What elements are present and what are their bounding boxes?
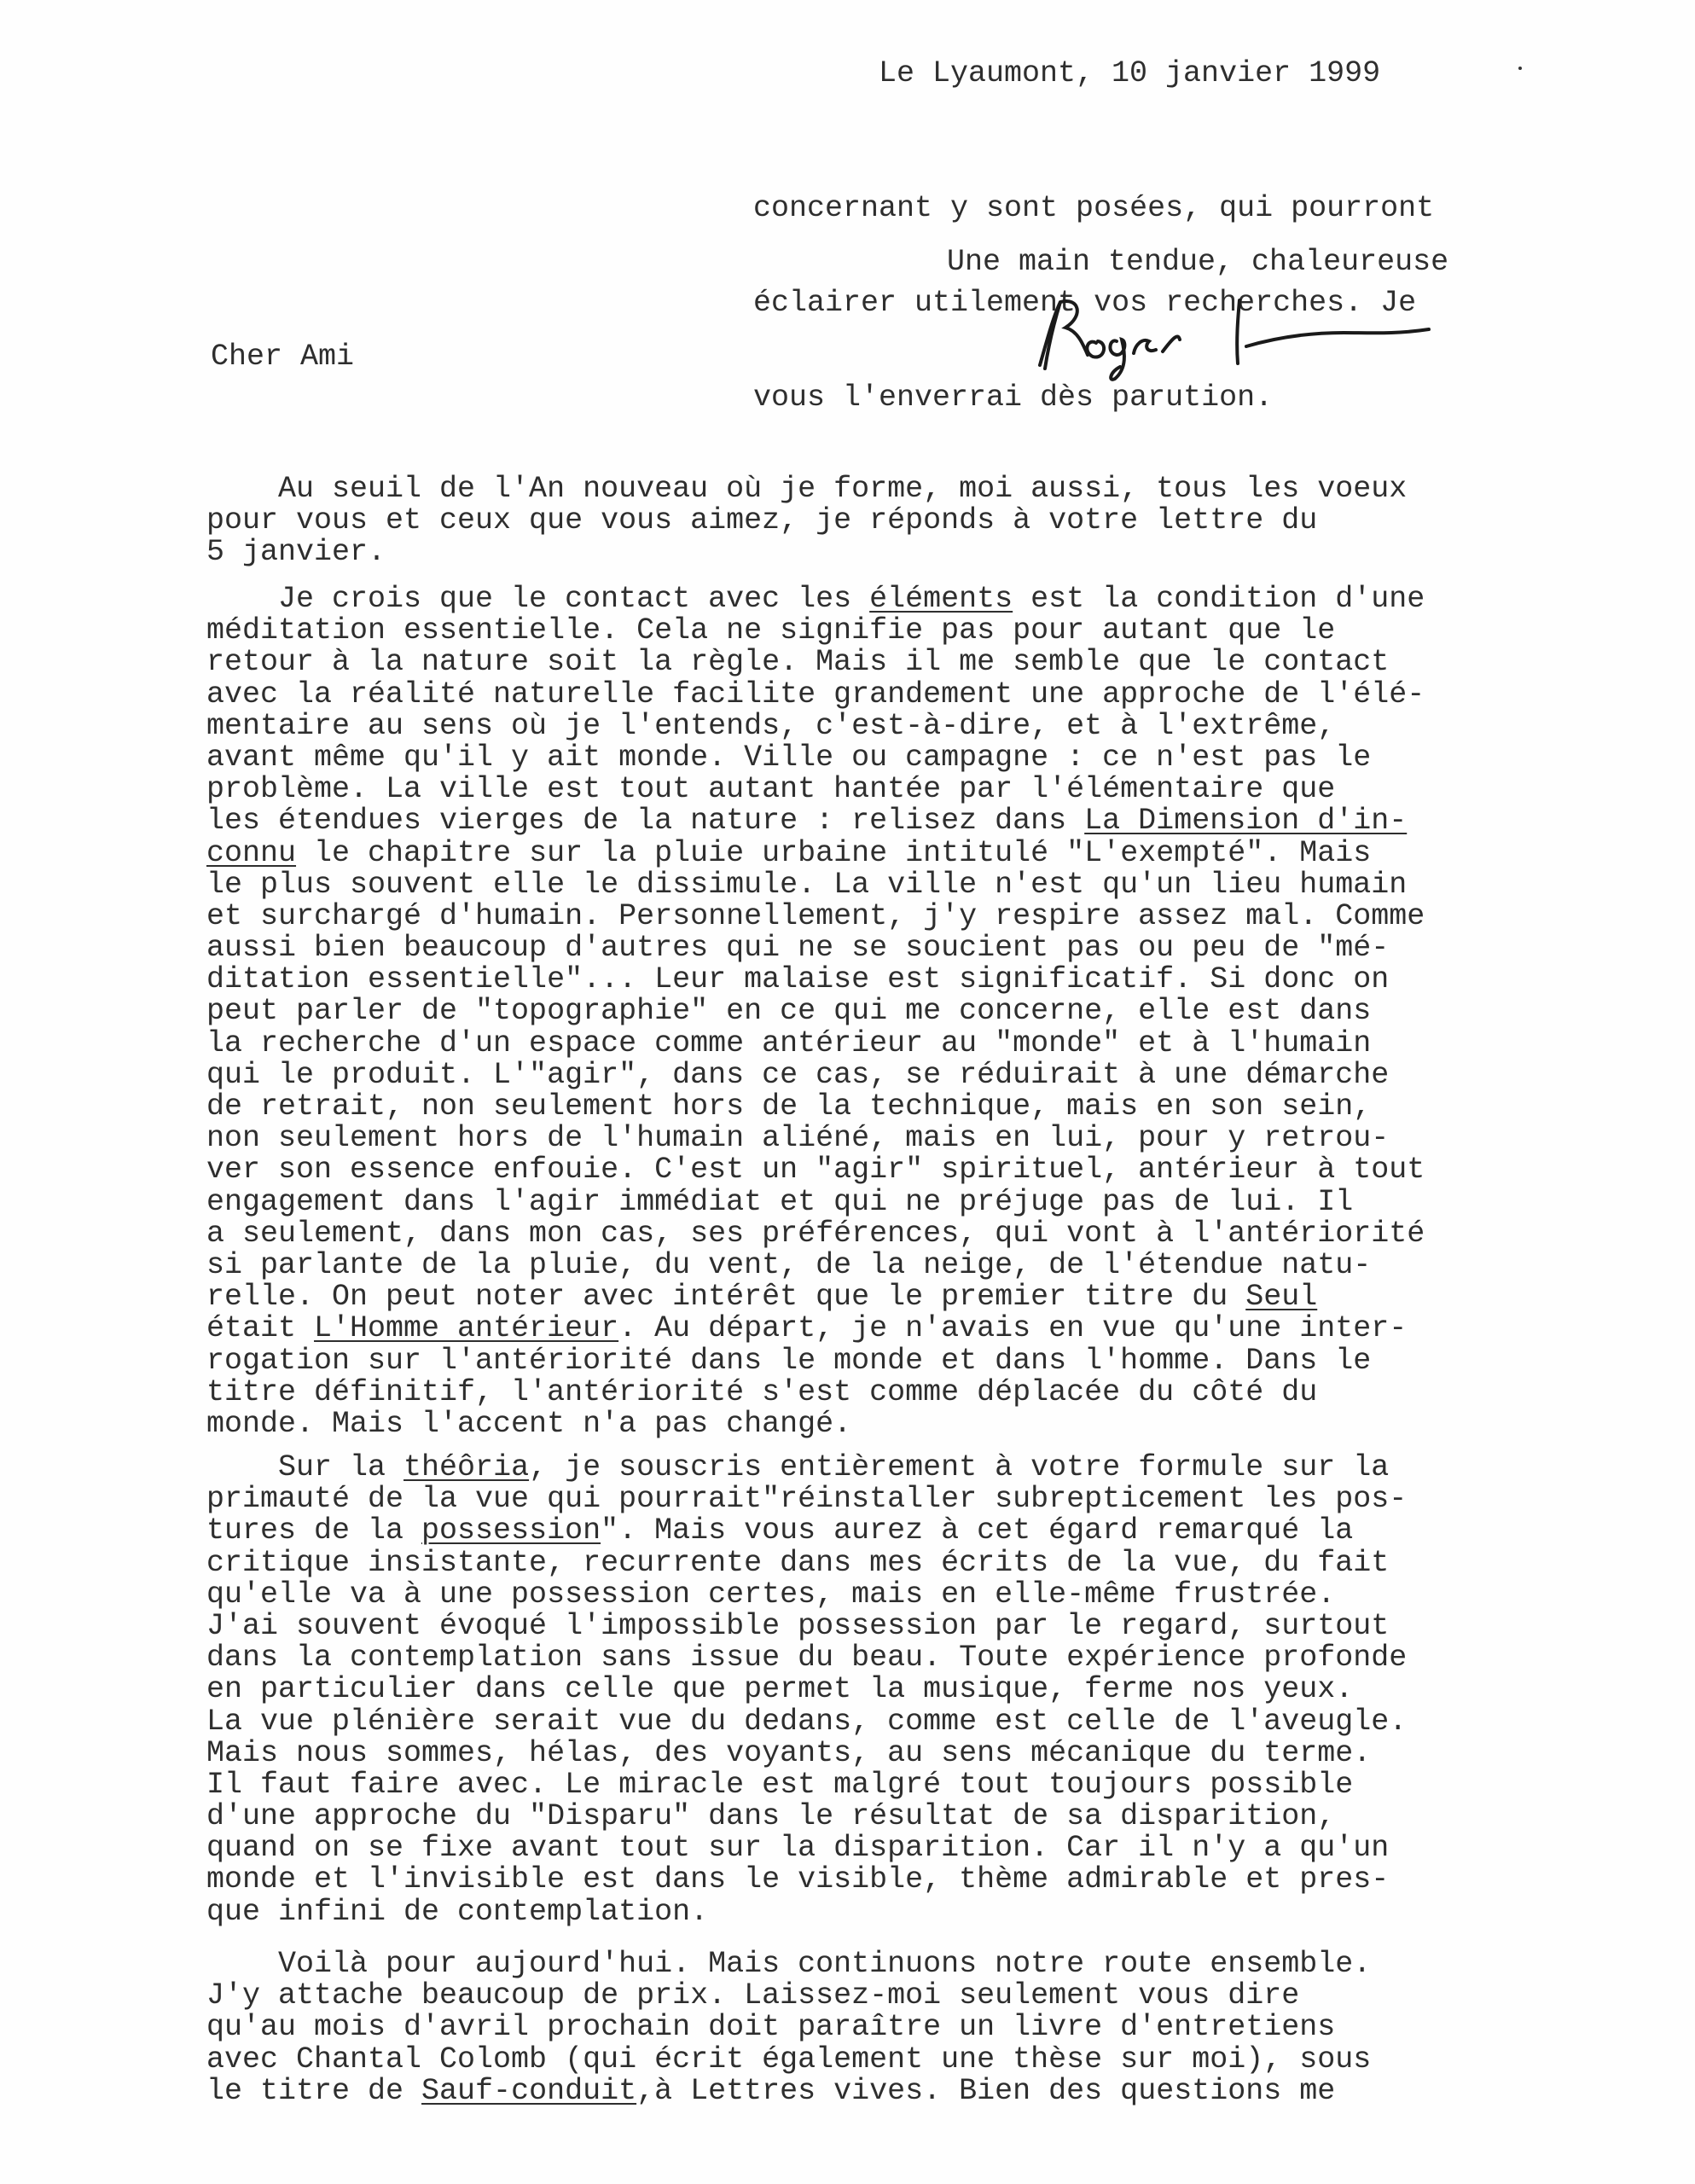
underlined-text: Seul xyxy=(1245,1280,1318,1315)
text-segment: aussi bien beaucoup d'autres qui ne se soucient pas ou peu de "mé- xyxy=(206,931,1390,966)
text-segment: La vue plénière serait vue du dedans, comme est celle de l'aveugle. xyxy=(206,1704,1408,1739)
text-segment: rogation sur l'antériorité dans le monde et dans l'homme. Dans le xyxy=(206,1343,1372,1378)
text-segment: , je souscris entièrement à votre formule sur la xyxy=(529,1450,1390,1484)
text-line xyxy=(206,1091,1425,1123)
text-segment: Voilà pour aujourd'hui. Mais continuons notre route ensemble. xyxy=(206,1947,1372,1981)
text-segment: était xyxy=(206,1311,315,1346)
text-segment: d'une approche du "Disparu" dans le résultat de sa disparition, xyxy=(206,1799,1336,1834)
text-line xyxy=(206,647,1425,678)
text-line xyxy=(206,742,1425,774)
text-segment: qu'au mois d'avril prochain doit paraître un livre d'entretiens xyxy=(206,2010,1336,2045)
text-segment: 5 janvier. xyxy=(206,535,386,570)
text-line xyxy=(206,1579,1407,1611)
text-line xyxy=(206,1706,1407,1738)
text-line xyxy=(206,1218,1425,1250)
text-segment: pour vous et ceux que vous aimez, je réponds à votre lettre du xyxy=(206,503,1318,538)
postscript-line: vous l'enverrai dès parution. xyxy=(753,380,1274,415)
text-segment: dans la contemplation sans issue du beau. Toute expérience profonde xyxy=(206,1641,1408,1676)
text-line xyxy=(206,1833,1407,1864)
text-segment: en particulier dans celle que permet la musique, ferme nos yeux. xyxy=(206,1672,1354,1707)
text-segment: Je crois que le contact avec les xyxy=(206,582,870,616)
text-line xyxy=(206,1642,1407,1674)
letter-closing: Une main tendue, chaleureuse xyxy=(947,245,1449,279)
text-segment: J'y attache beaucoup de prix. Laissez-moi seulement vous dire xyxy=(206,1978,1300,2013)
text-segment: avec la réalité naturelle facilite grandement une approche de l'élé- xyxy=(206,677,1425,712)
text-segment: problème. La ville est tout autant hantée par l'élémentaire que xyxy=(206,772,1336,807)
letter-paragraph-3 xyxy=(206,1452,1407,1928)
letter-paragraph-2 xyxy=(206,584,1425,1440)
text-segment: . Au départ, je n'avais en vue qu'une inter- xyxy=(618,1311,1408,1346)
underlined-text: possession xyxy=(421,1513,601,1548)
text-line xyxy=(206,1154,1425,1186)
text-segment: J'ai souvent évoqué l'impossible possession par le regard, surtout xyxy=(206,1608,1390,1643)
text-segment: de retrait, non seulement hors de la technique, mais en son sein, xyxy=(206,1089,1372,1124)
text-segment: ". Mais vous aurez à cet égard remarqué la xyxy=(601,1513,1354,1548)
text-segment: a seulement, dans mon cas, ses préférences, qui vont à l'antériorité xyxy=(206,1216,1425,1251)
text-segment: avec Chantal Colomb (qui écrit également une thèse sur moi), sous xyxy=(206,2042,1372,2077)
text-segment: tures de la xyxy=(206,1513,422,1548)
text-line xyxy=(206,1980,1371,2012)
underlined-text: La Dimension d'in- xyxy=(1084,804,1408,839)
postscript-line: concernant y sont posées, qui pourront xyxy=(753,191,1435,225)
underlined-text: L'Homme antérieur xyxy=(314,1311,619,1346)
text-segment: et surchargé d'humain. Personnellement, j'y respire assez mal. Comme xyxy=(206,898,1425,933)
text-line xyxy=(206,1057,1425,1092)
text-line xyxy=(206,964,1425,996)
text-segment: ver son essence enfouie. C'est un "agir" spirituel, antérieur à tout xyxy=(206,1153,1425,1188)
letter-paragraph-1 xyxy=(206,473,1407,569)
text-line xyxy=(206,584,1425,615)
text-line xyxy=(206,537,1407,568)
text-line xyxy=(206,1769,1407,1801)
text-segment: non seulement hors de l'humain aliéné, mais en lui, pour y retrou- xyxy=(206,1121,1390,1156)
postscript-line: éclairer utilement vos recherches. Je xyxy=(753,286,1417,321)
text-segment: monde. Mais l'accent n'a pas changé. xyxy=(206,1406,852,1441)
text-segment: relle. On peut noter avec intérêt que le premier titre du xyxy=(206,1280,1246,1315)
text-line xyxy=(206,1247,1425,1282)
letter-paragraph-4 xyxy=(206,1949,1371,2107)
text-line xyxy=(206,679,1425,711)
text-line xyxy=(206,1025,1425,1060)
text-line xyxy=(206,996,1425,1027)
text-segment: mentaire au sens où je l'entends, c'est-à-dire, et à l'extrême, xyxy=(206,708,1336,743)
letter-dateline: Le Lyaumont, 10 janvier 1999 xyxy=(879,56,1381,90)
text-line xyxy=(206,2073,1371,2108)
text-line xyxy=(206,1949,1371,1980)
text-segment: qui le produit. L'"agir", dans ce cas, se réduirait à une démarche xyxy=(206,1057,1390,1092)
text-segment: le titre de xyxy=(206,2073,422,2108)
text-line xyxy=(206,2044,1371,2076)
text-segment: ditation essentielle"... Leur malaise est significatif. Si donc on xyxy=(206,962,1390,997)
text-line xyxy=(206,1674,1407,1705)
text-segment: le chapitre sur la pluie urbaine intitulé "L'exempté". Mais xyxy=(296,835,1372,870)
text-line xyxy=(206,1896,1407,1928)
text-segment: Mais nous sommes, hélas, des voyants, au sens mécanique du terme. xyxy=(206,1735,1372,1770)
underlined-text: éléments xyxy=(869,582,1013,616)
text-segment: quand on se fixe avant tout sur la disparition. Car il n'y a qu'un xyxy=(206,1831,1390,1866)
text-segment: si parlante de la pluie, du vent, de la neige, de l'étendue natu- xyxy=(206,1247,1372,1282)
text-line xyxy=(206,1608,1407,1643)
text-line xyxy=(206,1345,1425,1377)
text-segment: méditation essentielle. Cela ne signifie pas pour autant que le xyxy=(206,613,1336,648)
text-segment: monde et l'invisible est dans le visible, thème admirable et pres- xyxy=(206,1862,1390,1897)
text-line xyxy=(206,805,1425,837)
text-segment: ,à Lettres vives. Bien des questions me xyxy=(636,2073,1336,2108)
text-segment: critique insistante, recurrente dans mes écrits de la vue, du fait xyxy=(206,1545,1390,1580)
text-line xyxy=(206,1864,1407,1896)
text-line xyxy=(206,708,1425,743)
text-line xyxy=(206,774,1425,805)
text-line xyxy=(206,1313,1425,1345)
text-line xyxy=(206,1406,1425,1441)
paper-speck xyxy=(1518,67,1522,70)
text-line xyxy=(206,1545,1407,1580)
text-segment: peut parler de "topographie" en ce qui me concerne, elle est dans xyxy=(206,994,1372,1029)
text-line xyxy=(206,1801,1407,1833)
text-line xyxy=(206,1484,1407,1515)
text-line xyxy=(206,835,1425,870)
text-segment: qu'elle va à une possession certes, mais en elle-même frustrée. xyxy=(206,1577,1336,1612)
underlined-text: théôria xyxy=(403,1450,530,1484)
handwritten-signature xyxy=(1028,290,1437,384)
text-line xyxy=(206,1374,1425,1409)
text-segment: engagement dans l'agir immédiat et qui ne préjuge pas de lui. Il xyxy=(206,1184,1354,1219)
text-line xyxy=(206,869,1425,901)
text-line xyxy=(206,898,1425,933)
text-line xyxy=(206,932,1425,964)
text-segment: Au seuil de l'An nouveau où je forme, moi aussi, tous les voeux xyxy=(206,472,1408,506)
text-line xyxy=(206,1515,1407,1547)
text-segment: Sur la xyxy=(206,1450,404,1484)
text-line xyxy=(206,1281,1425,1313)
text-line xyxy=(206,2012,1371,2043)
text-segment: primauté de la vue qui pourrait"réinstaller subrepticement les pos- xyxy=(206,1482,1408,1517)
letter-salutation: Cher Ami xyxy=(211,340,355,374)
text-segment: avant même qu'il y ait monde. Ville ou campagne : ce n'est pas le xyxy=(206,740,1372,775)
underlined-text: connu xyxy=(206,835,297,870)
underlined-text: Sauf-conduit xyxy=(421,2073,637,2108)
text-segment: la recherche d'un espace comme antérieur au "monde" et à l'humain xyxy=(206,1025,1372,1060)
text-segment: que infini de contemplation. xyxy=(206,1894,709,1929)
text-segment: le plus souvent elle le dissimule. La ville n'est qu'un lieu humain xyxy=(206,867,1408,902)
text-line xyxy=(206,1452,1407,1484)
text-line xyxy=(206,505,1407,537)
text-segment: titre définitif, l'antériorité s'est comme déplacée du côté du xyxy=(206,1374,1318,1409)
text-segment: Il faut faire avec. Le miracle est malgré tout toujours possible xyxy=(206,1767,1354,1802)
text-line xyxy=(206,473,1407,505)
text-line xyxy=(206,1123,1425,1154)
text-line xyxy=(206,615,1425,647)
text-line xyxy=(206,1735,1407,1770)
text-line xyxy=(206,1184,1425,1219)
text-segment: retour à la nature soit la règle. Mais il me semble que le contact xyxy=(206,645,1390,680)
text-segment: les étendues vierges de la nature : relisez dans xyxy=(206,804,1085,839)
text-segment: est la condition d'une xyxy=(1013,582,1425,616)
